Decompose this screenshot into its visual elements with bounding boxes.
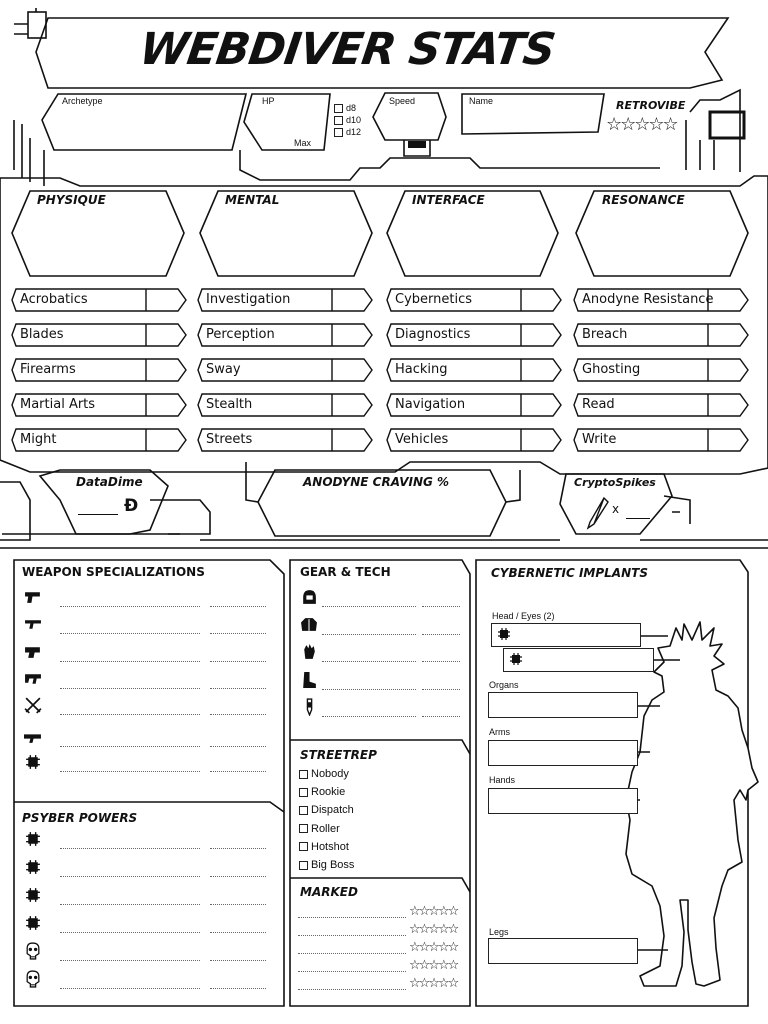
datadime-label: DataDime [76,475,143,489]
streetrep-level-label: Hotshot [311,840,349,853]
streetrep-level-label: Roller [311,822,340,835]
attribute-resonance: RESONANCE [602,193,685,207]
marked-stars[interactable]: ☆☆☆☆☆ [409,904,458,919]
skill-label: Breach [582,327,628,342]
marked-stars[interactable]: ☆☆☆☆☆ [409,976,458,991]
skill-label: Anodyne Resistance [582,292,714,307]
implant-legs-slot[interactable] [488,938,638,964]
dice-option-d8[interactable]: d8 [334,102,361,114]
speed-label: Speed [389,96,416,106]
skill-label: Stealth [206,397,253,412]
chip-icon [509,652,523,666]
chip-icon [497,627,511,641]
dice-option-d10[interactable]: d10 [334,114,361,126]
retrovibe-label: RETROVIBE [616,99,686,112]
implant-arms-slot[interactable] [488,740,638,766]
skill-label: Blades [20,327,64,342]
streetrep-level-label: Nobody [311,768,349,780]
marked-stars[interactable]: ☆☆☆☆☆ [409,958,458,973]
cryptospikes-multiplier: x [612,502,620,516]
skill-label: Investigation [206,292,291,307]
sheet-title: WEBDIVER STATS [136,24,558,75]
skill-label: Navigation [395,397,466,412]
skill-label: Write [582,432,617,447]
skill-label: Hacking [395,362,448,377]
attribute-physique: PHYSIQUE [37,193,106,207]
implant-hands-slot[interactable] [488,788,638,814]
streetrep-title: STREETREP [300,748,377,762]
skill-label: Sway [206,362,241,377]
arms-label: Arms [489,727,510,737]
cryptospikes-label: CryptoSpikes [574,476,656,489]
retrovibe-stars[interactable]: ☆☆☆☆☆ [606,114,677,135]
implant-organs-slot[interactable] [488,692,638,718]
marked-stars[interactable]: ☆☆☆☆☆ [409,940,458,955]
skill-label: Perception [206,327,275,342]
hp-label: HP [262,96,275,106]
attribute-interface: INTERFACE [412,193,485,207]
skill-label: Martial Arts [20,397,96,412]
skill-label: Firearms [20,362,76,377]
implants-title: CYBERNETIC IMPLANTS [491,566,648,580]
hands-label: Hands [489,775,516,785]
legs-label: Legs [489,927,509,937]
skill-label: Diagnostics [395,327,471,342]
streetrep-level-label: Big Boss [311,859,355,871]
marked-title: MARKED [300,885,358,899]
streetrep-level-label: Dispatch [311,804,354,817]
name-label: Name [469,96,494,106]
head-eyes-label: Head / Eyes (2) [492,611,555,621]
skill-label: Cybernetics [395,292,473,307]
attribute-mental: MENTAL [225,193,280,207]
datadime-symbol: Ð [124,496,139,516]
gear-title: GEAR & TECH [300,565,391,579]
skill-label: Vehicles [395,432,449,447]
skill-label: Ghosting [582,362,641,377]
marked-stars[interactable]: ☆☆☆☆☆ [409,922,458,937]
implant-head-slot-1[interactable] [491,623,641,647]
streetrep-level-label: Rookie [311,786,346,799]
archetype-label: Archetype [62,96,103,106]
skill-label: Might [20,432,57,447]
skill-label: Acrobatics [20,292,88,307]
psyber-title: PSYBER POWERS [22,811,138,825]
skill-label: Read [582,397,615,412]
implant-head-slot-2[interactable] [503,648,654,672]
hp-max-label: Max [294,138,312,148]
organs-label: Organs [489,680,519,690]
skill-label: Streets [206,432,253,447]
anodyne-craving-label: ANODYNE CRAVING % [303,475,450,489]
dice-option-d12[interactable]: d12 [334,126,361,138]
weapons-title: WEAPON SPECIALIZATIONS [22,565,205,579]
